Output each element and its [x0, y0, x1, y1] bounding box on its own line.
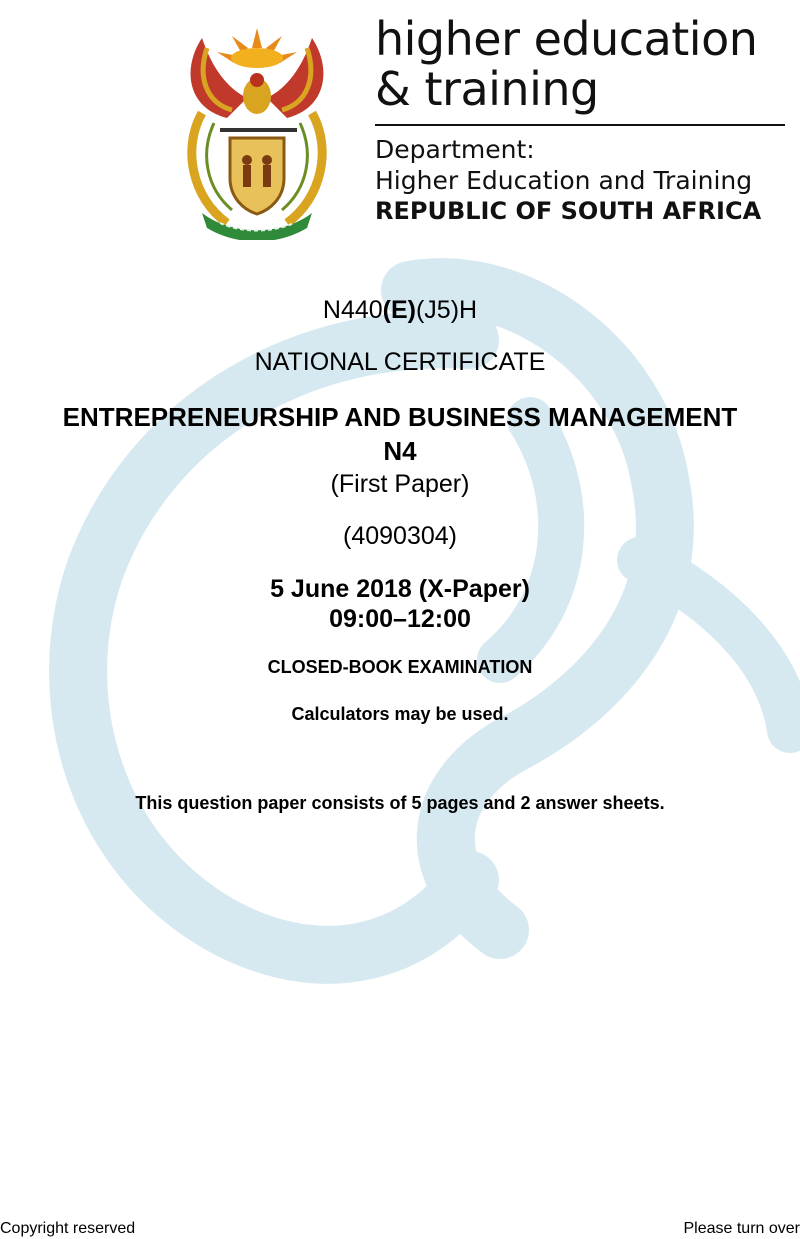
certificate-title: NATIONAL CERTIFICATE: [254, 348, 546, 376]
department-block: [375, 14, 795, 226]
exam-time: 09:00–12:00: [329, 605, 471, 633]
calculator-note: Calculators may be used.: [291, 704, 509, 724]
exam-type: CLOSED-BOOK EXAMINATION: [267, 657, 533, 677]
coat-of-arms-logo: [172, 18, 342, 240]
document-header: [0, 0, 800, 240]
paper-code: [0, 294, 800, 326]
page-count-note: This question paper consists of 5 pages and 2 answer sheets.: [135, 793, 665, 813]
paper-code-language: (E): [382, 296, 416, 324]
paper-code-suffix: (J5)H: [415, 296, 478, 324]
department-title-line1: higher education: [375, 12, 758, 66]
department-title-line2: & training: [375, 62, 599, 116]
header-divider: [375, 124, 785, 126]
subject-code: (4090304): [343, 522, 457, 550]
paper-name: (First Paper): [330, 470, 470, 498]
subject-level: N4: [383, 436, 417, 466]
exam-date: 5 June 2018 (X-Paper): [270, 575, 530, 603]
subject-title: ENTREPRENEURSHIP AND BUSINESS MANAGEMENT: [62, 402, 738, 432]
footer-copyright: Copyright reserved: [0, 1220, 136, 1237]
department-label: Department:: [375, 135, 535, 164]
paper-code-prefix: N440: [322, 296, 383, 324]
country-name: REPUBLIC OF SOUTH AFRICA: [375, 197, 762, 225]
footer-turn-over: Please turn over: [683, 1220, 800, 1237]
department-name: Higher Education and Training: [375, 166, 753, 195]
